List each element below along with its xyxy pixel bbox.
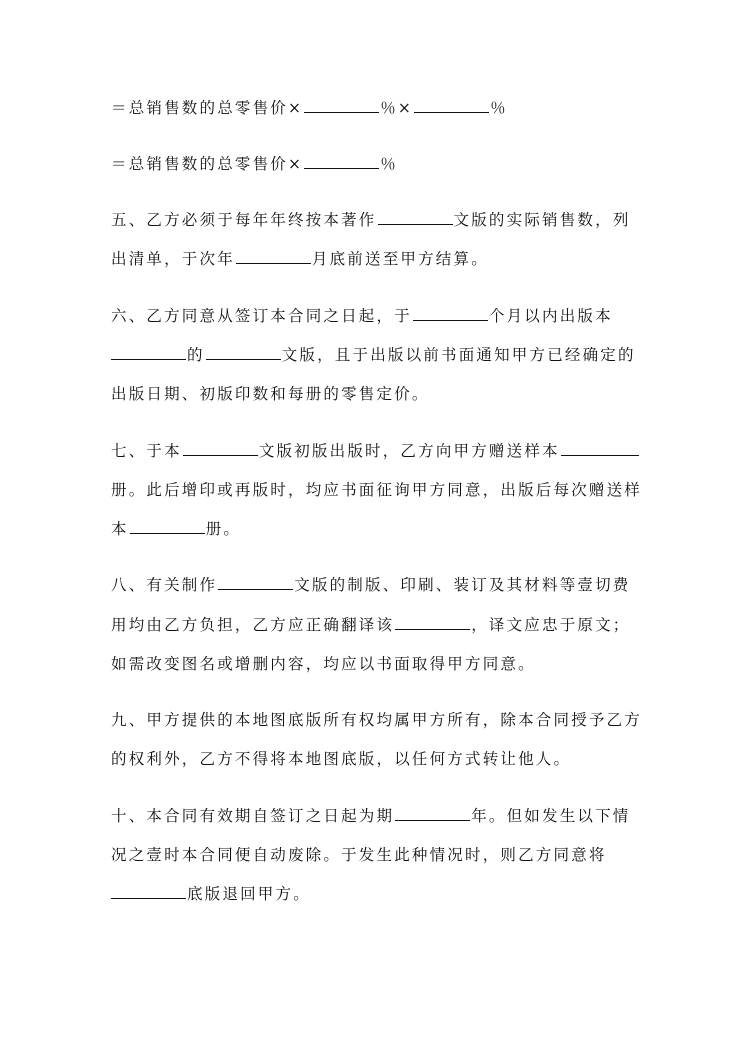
- blank-field: [183, 439, 258, 456]
- text-segment: 册。: [205, 520, 242, 538]
- blank-field: [130, 517, 205, 534]
- text-segment: ％: [490, 99, 508, 117]
- blank-field: [561, 439, 639, 456]
- text-segment: 七、于本: [111, 442, 182, 460]
- text-segment: 年。但如发生以下情: [471, 807, 631, 825]
- text-segment: 的: [187, 346, 205, 364]
- text-segment: 本: [111, 520, 129, 538]
- text-segment: 如需改变图名或增删内容，均应以书面取得甲方同意。: [111, 655, 536, 673]
- clause-6-line-2: [111, 341, 636, 369]
- clause-6-line-3: [111, 380, 636, 408]
- blank-field: [395, 613, 470, 630]
- text-segment: 六、乙方同意从签订本合同之日起，于: [111, 307, 412, 325]
- text-segment: 五、乙方必须于每年年终按本著作: [111, 211, 377, 229]
- text-segment: 出清单，于次年: [111, 250, 235, 268]
- text-segment: ％: [380, 155, 398, 173]
- clause-7-line-2: [111, 476, 643, 504]
- blank-field: [236, 247, 311, 264]
- clause-8-line-3: [111, 650, 636, 678]
- text-segment: 出版日期、初版印数和每册的零售定价。: [111, 385, 430, 403]
- blank-field: [206, 343, 281, 360]
- blank-field: [414, 96, 489, 113]
- blank-field: [304, 96, 379, 113]
- text-segment: 个月以内出版本: [488, 307, 613, 325]
- text-segment: ＝总销售数的总零售价×: [111, 99, 304, 117]
- text-segment: 九、甲方提供的本地图底版所有权均属甲方所有，除本合同授予乙方: [111, 711, 643, 729]
- text-segment: 册。此后增印或再版时，均应书面征询甲方同意，出版后每次赠送样: [111, 481, 643, 499]
- text-segment: ＝总销售数的总零售价×: [111, 155, 304, 173]
- clause-7-line-1: [111, 437, 636, 465]
- text-segment: 的权利外，乙方不得将本地图底版，以任何方式转让他人。: [111, 750, 572, 768]
- clause-9-line-1: [111, 706, 643, 734]
- text-segment: 文版的制版、印刷、装订及其材料等壹切费: [294, 576, 631, 594]
- blank-field: [111, 882, 186, 899]
- blank-field: [218, 573, 293, 590]
- clause-8-line-1: [111, 571, 636, 599]
- clause-5-line-1: [111, 206, 636, 234]
- text-segment: 文版的实际销售数，列: [453, 211, 631, 229]
- blank-field: [395, 804, 470, 821]
- clause-10-line-1: [111, 802, 636, 830]
- text-segment: 八、有关制作: [111, 576, 218, 594]
- clause-5-line-2: [111, 245, 636, 273]
- clause-6-line-1: [111, 302, 636, 330]
- clause-9-line-2: [111, 745, 636, 773]
- formula-line-1: [111, 94, 636, 122]
- text-segment: 用均由乙方负担，乙方应正确翻译该: [111, 616, 395, 634]
- text-segment: 月底前送至甲方结算。: [311, 250, 489, 268]
- clause-10-line-3: [111, 880, 636, 908]
- clause-7-line-3: [111, 515, 636, 543]
- clause-8-line-2: [111, 611, 636, 639]
- text-segment: ，译文应忠于原文；: [471, 616, 631, 634]
- text-segment: ％×: [380, 99, 414, 117]
- text-segment: 十、本合同有效期自签订之日起为期: [111, 807, 395, 825]
- formula-line-2: [111, 150, 636, 178]
- text-segment: 文版初版出版时，乙方向甲方赠送样本: [258, 442, 560, 460]
- text-segment: 底版退回甲方。: [187, 885, 311, 903]
- blank-field: [413, 304, 488, 321]
- text-segment: 况之壹时本合同便自动废除。于发生此种情况时，则乙方同意将: [111, 846, 607, 864]
- blank-field: [304, 152, 379, 169]
- blank-field: [111, 343, 186, 360]
- blank-field: [378, 208, 453, 225]
- text-segment: 文版，且于出版以前书面通知甲方已经确定的: [281, 346, 636, 364]
- clause-10-line-2: [111, 841, 636, 869]
